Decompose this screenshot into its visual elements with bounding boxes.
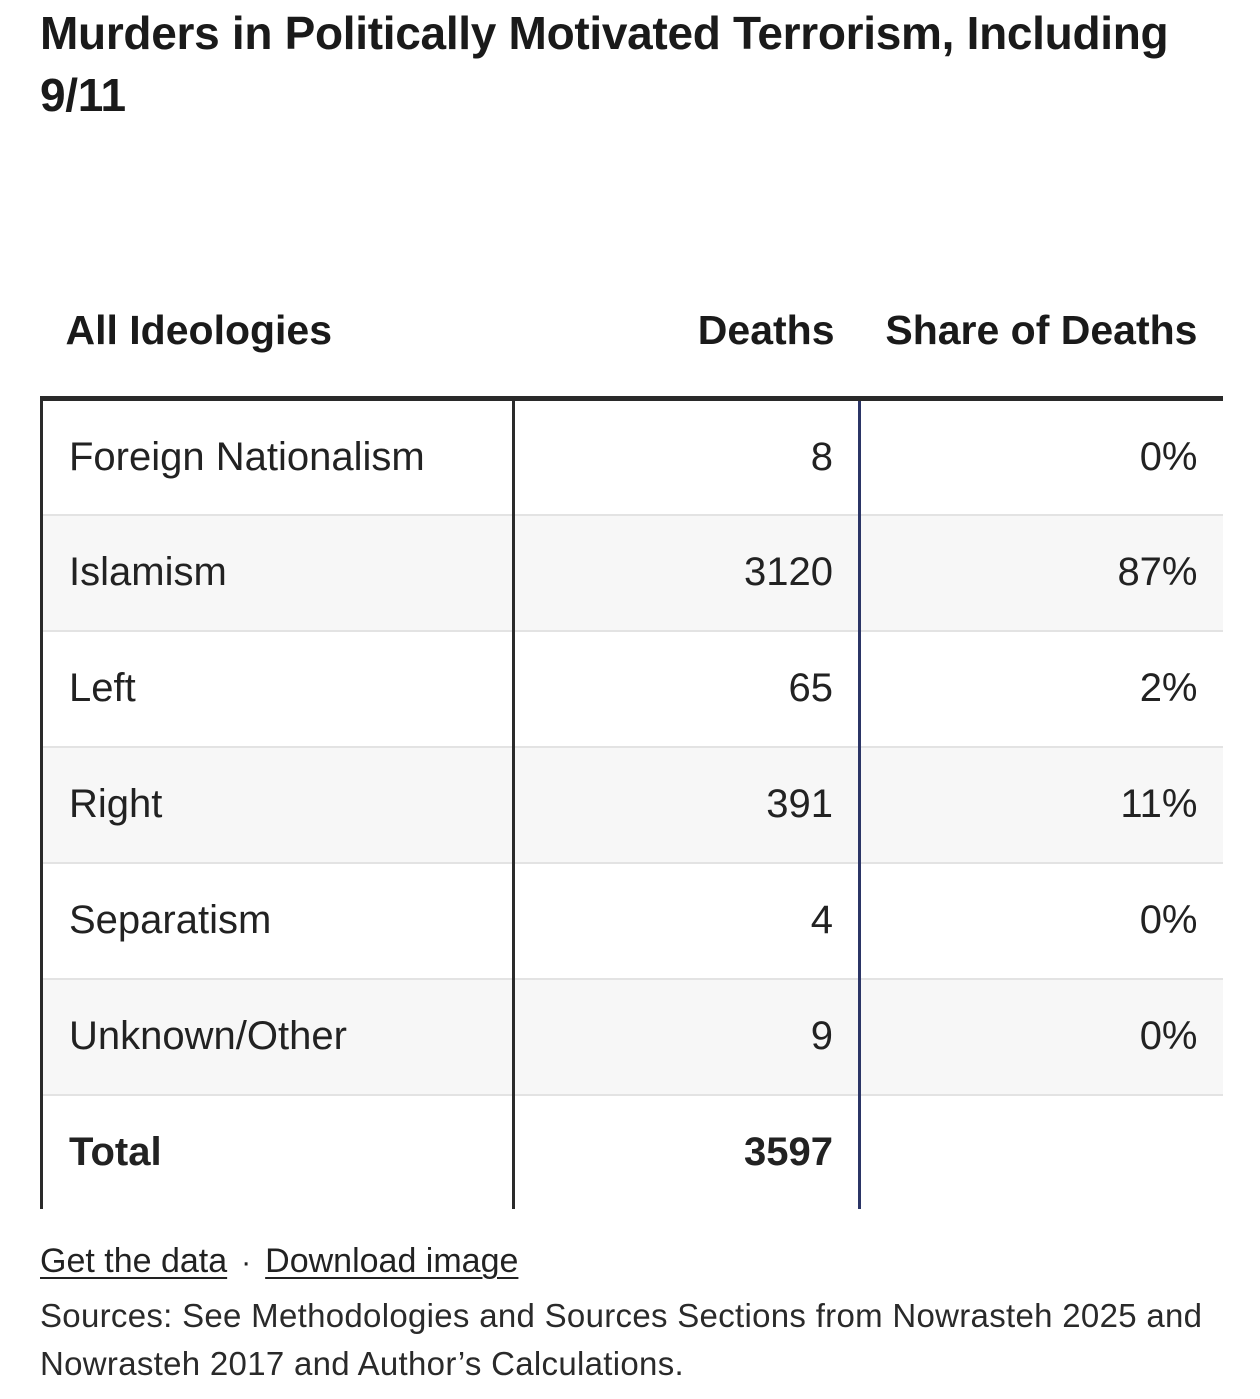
table-row [42,863,1223,979]
table-body [42,399,1223,1209]
table-row [42,399,1223,515]
share-cell: 87% [860,515,1223,631]
chart-footer [40,1238,1240,1388]
total-deaths-cell: 3597 [514,1095,860,1209]
column-header-deaths: Deaths [514,200,860,399]
data-table-container [40,200,1221,1209]
share-cell: 11% [860,747,1223,863]
ideology-cell: Right [42,747,514,863]
total-label-cell: Total [42,1095,514,1209]
ideology-cell: Islamism [42,515,514,631]
share-cell: 0% [860,863,1223,979]
table-row [42,979,1223,1095]
total-share-cell [860,1095,1223,1209]
deaths-cell: 4 [514,863,860,979]
download-image-link[interactable]: Download image [265,1242,519,1280]
deaths-cell: 8 [514,399,860,515]
share-cell: 2% [860,631,1223,747]
table-row [42,515,1223,631]
share-cell: 0% [860,979,1223,1095]
share-cell: 0% [1139,434,1198,479]
table-row [42,631,1223,747]
column-header-share: Share of Deaths [860,200,1223,399]
ideology-cell: Unknown/Other [42,979,514,1095]
data-table [40,200,1223,1209]
table-row [42,747,1223,863]
deaths-cell: 3120 [514,515,860,631]
sources-note: Sources: See Methodologies and Sources Sections from Nowrasteh 2025 and Nowrasteh 2017 and Author’s Calculations. [40,1297,1203,1382]
column-header-ideology: All Ideologies [42,200,514,399]
deaths-cell: 9 [514,979,860,1095]
get-data-link[interactable]: Get the data [40,1242,228,1280]
chart-title: Murders in Politically Motivated Terrorism, Including 9/11 [40,7,1169,121]
deaths-cell: 391 [514,747,860,863]
ideology-cell: Foreign Nationalism [42,399,514,515]
ideology-cell: Separatism [42,863,514,979]
ideology-cell: Left [42,631,514,747]
footer-links [40,1238,1240,1286]
deaths-cell: 65 [514,631,860,747]
total-row [42,1095,1223,1209]
link-separator: · [241,1246,252,1279]
table-header-row [42,200,1223,399]
